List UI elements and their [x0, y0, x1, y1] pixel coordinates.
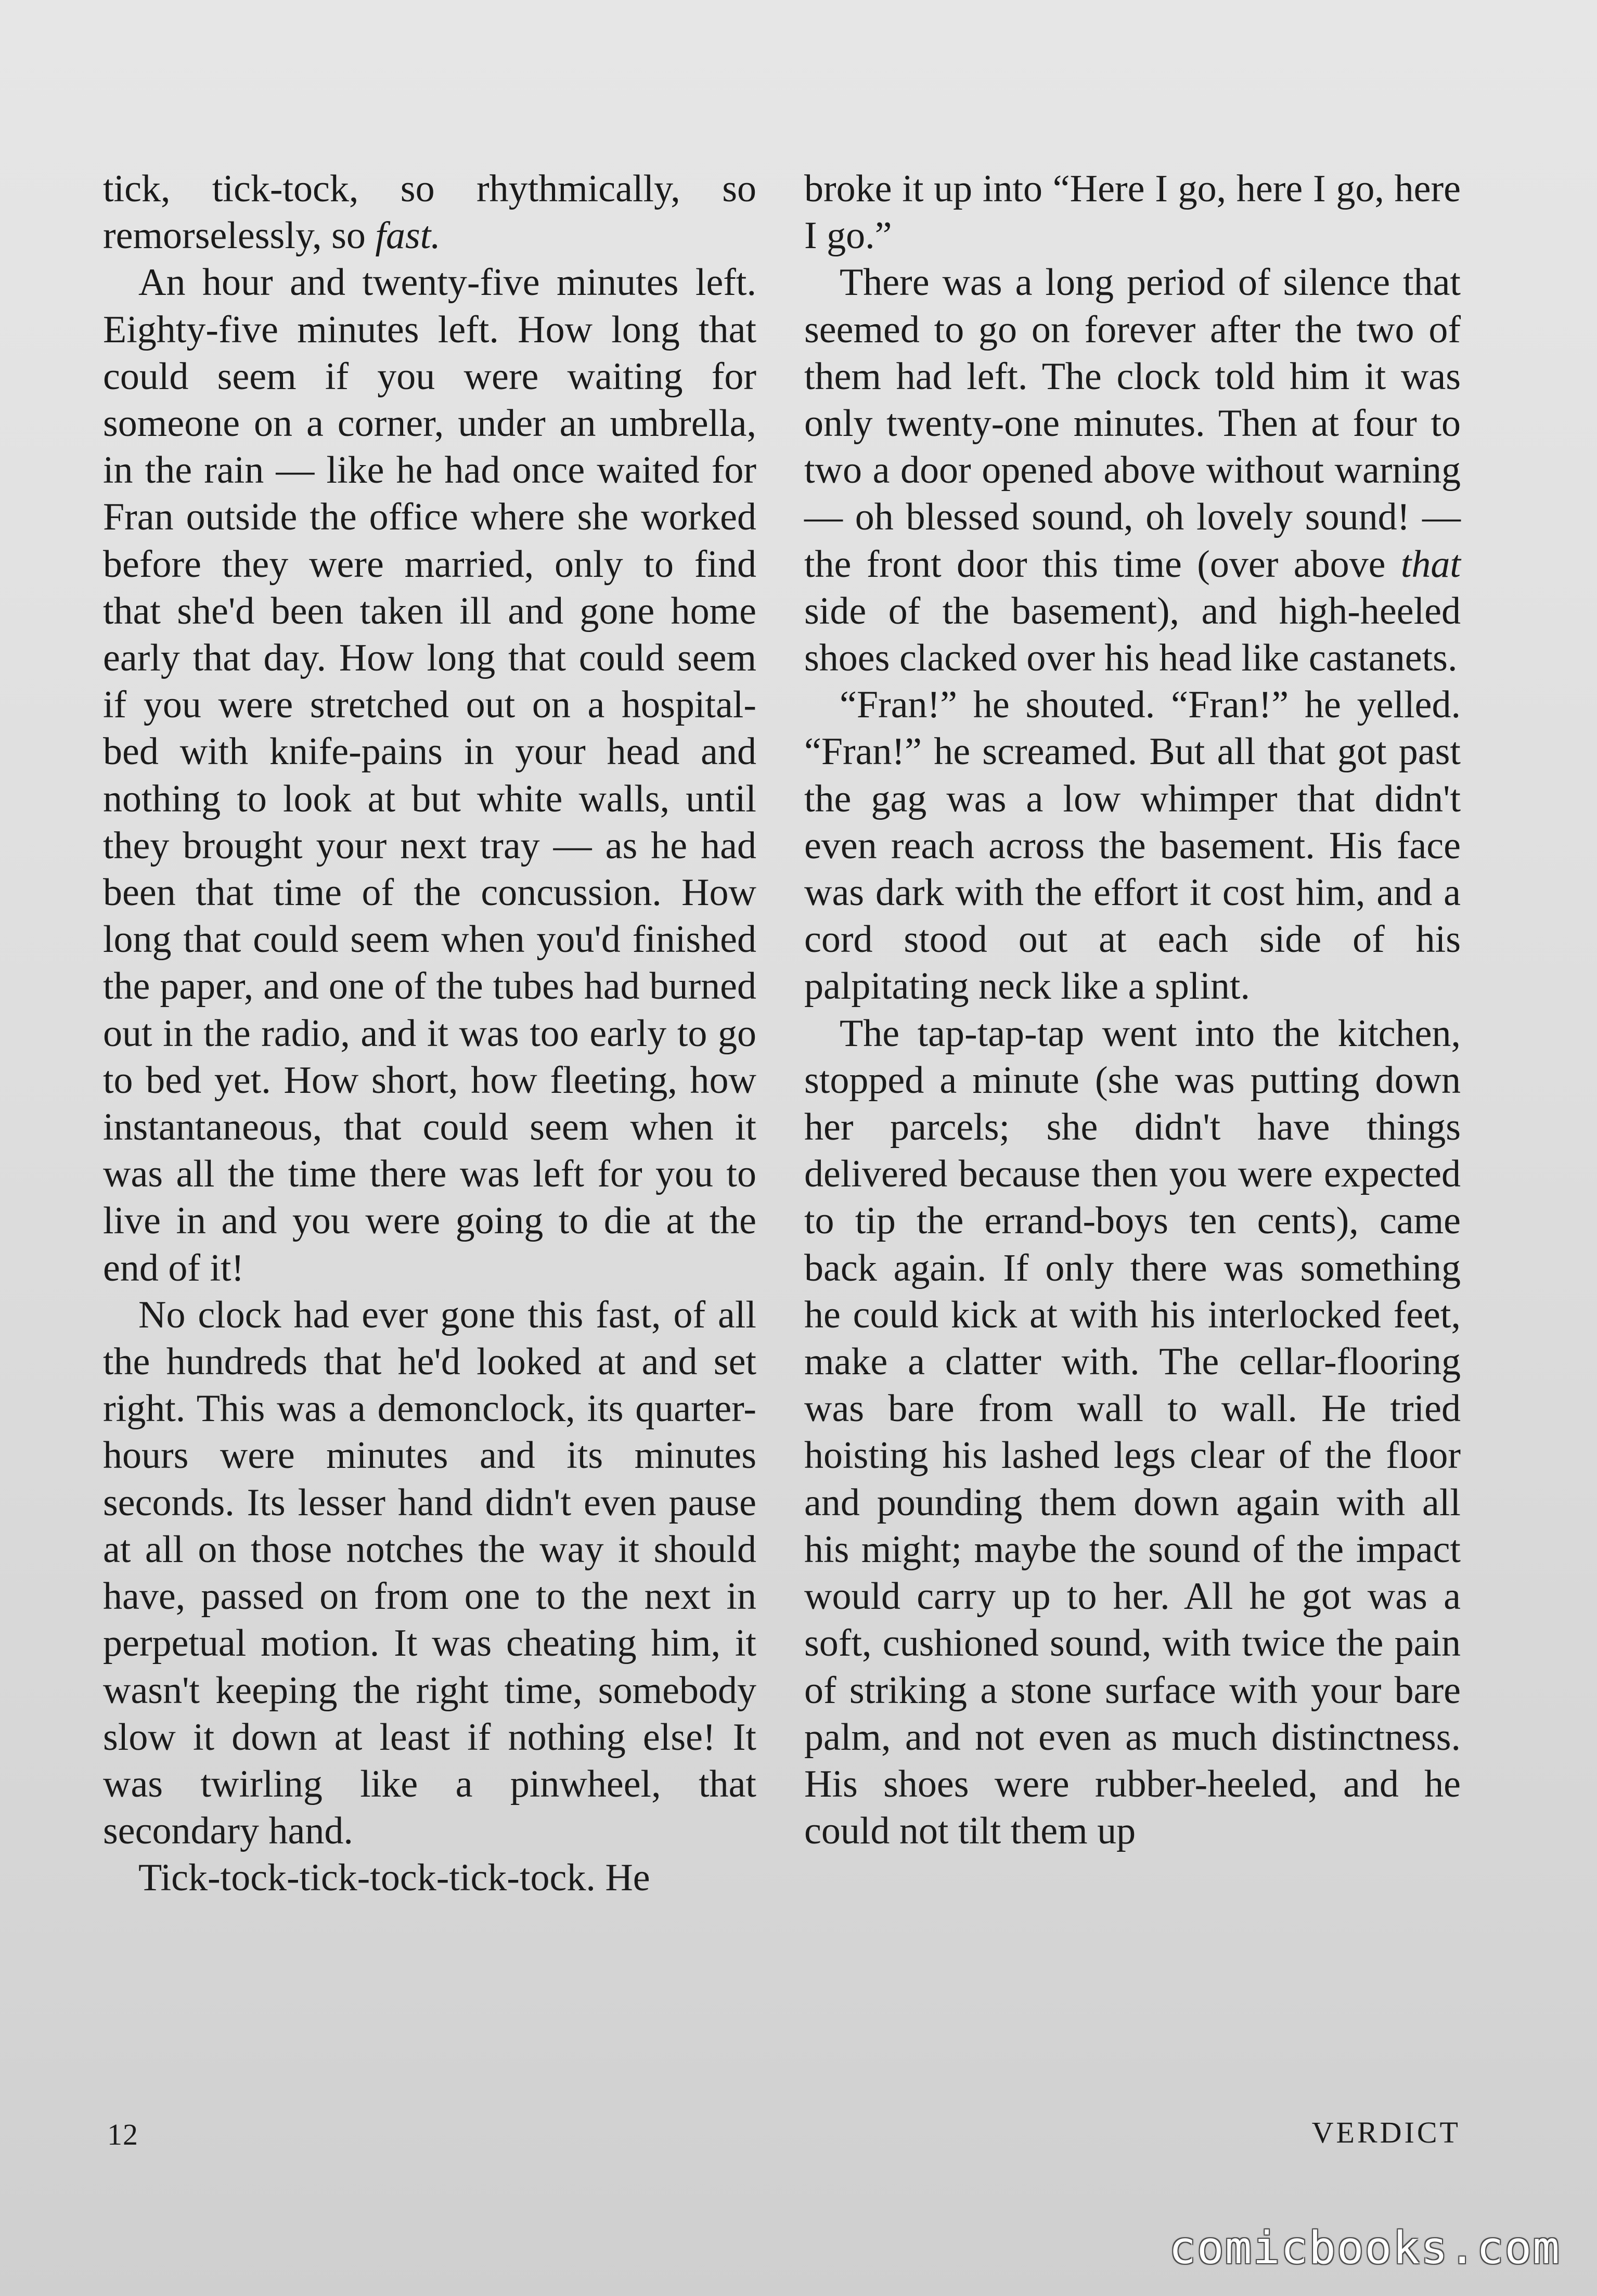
- paragraph: “Fran!” he shouted. “Fran!” he yelled. “Fran!” he screamed. But all that got past the gag was a low whimper that didn't even reach across the basement. His face was dark with the effort it cost him, and a cord stood out at each side of his palpitating neck like a splint.: [804, 683, 1461, 1008]
- paragraph: broke it up into “Here I go, here I go, here I go.”: [804, 167, 1461, 257]
- paragraph: An hour and twenty-five minutes left. Eighty-five minutes left. How long that could seem if you were waiting for someone on a corner, under an umbrella, in the rain — like he had once waited for Fran outside the office where she worked before they were married, only to find that she'd been taken ill and gone home early that day. How long that could seem if you were stretched out on a hospital-bed with knife-pains in your head and nothing to look at but white walls, until they brought your next tray — as he had been that time of the concussion. How long that could seem when you'd finished the paper, and one of the tubes had burned out in the radio, and it was too early to go to bed yet. How short, how fleeting, how instantaneous, that could seem when it was all the time there was left for you to live in and you were going to die at the end of it!: [103, 261, 756, 1289]
- watermark: comicbooks.com: [1169, 2222, 1561, 2274]
- text-column-right: [804, 165, 1461, 1854]
- paragraph-text: tick, tick-tock, so rhythmically, so remorselessly, so: [103, 167, 756, 257]
- paragraph: No clock had ever gone this fast, of all the hundreds that he'd looked at and set right. This was a demonclock, its quarter-hours were minutes and its minutes seconds. Its lesser hand didn't even pause at all on those notches the way it should have, passed on from one to the next in perpetual motion. It was cheating him, it wasn't keeping the right time, somebody slow it down at least if nothing else! It was twirling like a pinwheel, that secondary hand.: [103, 1293, 756, 1853]
- paragraph-text: There was a long period of silence that seemed to go on forever after the two of them had left. The clock told him it was only twenty-one minutes. Then at four to two a door opened above without warning — oh blessed sound, oh lovely sound! — the front door this time (over above: [804, 261, 1461, 586]
- paragraph: Tick-tock-tick-tock-tick-tock. He: [138, 1856, 650, 1900]
- paragraph: The tap-tap-tap went into the kitchen, stopped a minute (she was putting down her parcels; she didn't have things delivered because then you were expected to tip the errand-boys ten cents), came back again. If only there was something he could kick at with his interlocked feet, make a clatter with. The cellar-flooring was bare from wall to wall. He tried hoisting his lashed legs clear of the floor and pounding them down again with all his might; maybe the sound of the impact would carry up to her. All he got was a soft, cushioned sound, with twice the pain of striking a stone surface with your bare palm, and not even as much distinctness. His shoes were rubber-heeled, and he could not tilt them up: [804, 1012, 1461, 1853]
- emphasis-text: that: [1400, 543, 1461, 586]
- paragraph-text: side of the basement), and high-heeled shoes clacked over his head like castanets.: [804, 589, 1461, 680]
- running-title: VERDICT: [1311, 2116, 1461, 2149]
- text-column-left: [103, 165, 756, 1902]
- paragraph: [103, 165, 756, 259]
- paragraph: [804, 259, 1461, 681]
- page-number: 12: [107, 2118, 138, 2151]
- emphasis-text: fast.: [375, 214, 441, 257]
